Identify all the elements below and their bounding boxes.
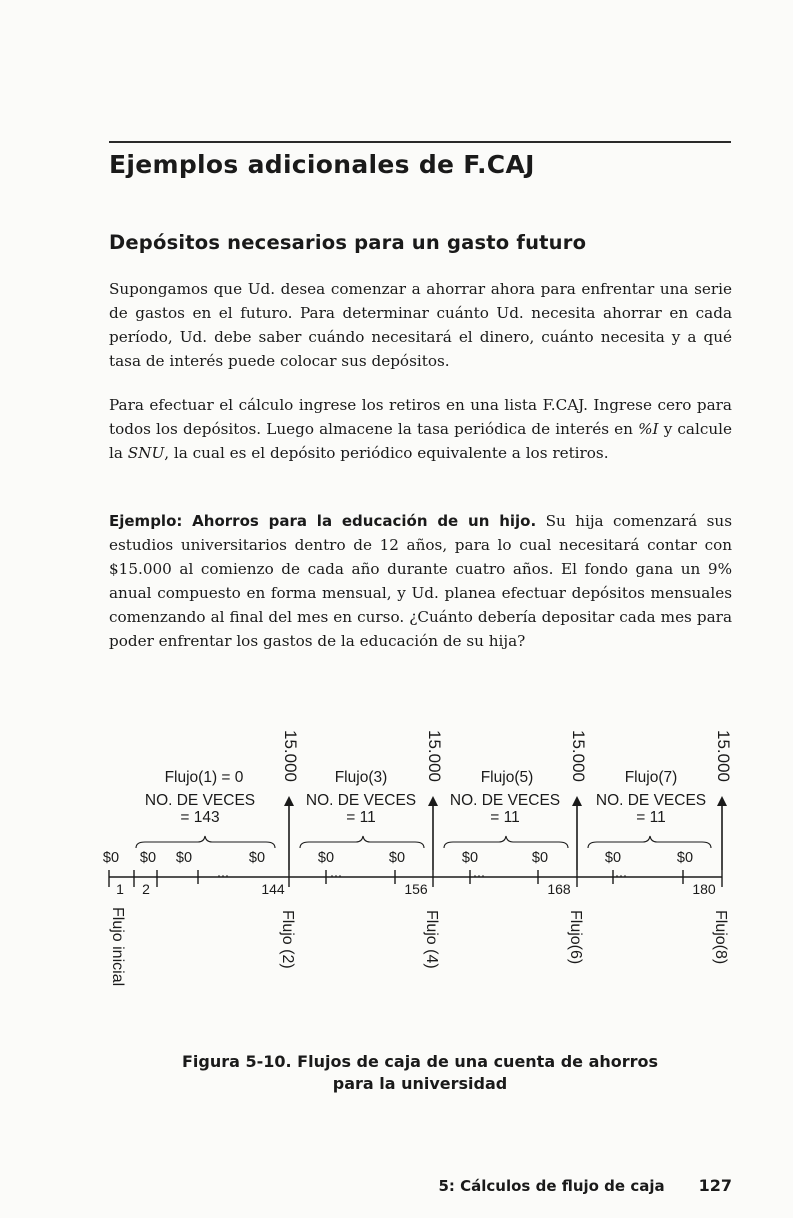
page-number: 127 [698, 1176, 732, 1195]
caption-line-2: para la universidad [332, 1074, 508, 1093]
caption-line-1: Figura 5-10. Flujos de caja de una cuenta de ahorros [181, 1052, 659, 1071]
period-label: 1 [116, 881, 124, 897]
flow-label-8: Flujo(8) [712, 910, 729, 965]
example-body: Su hija comenzará sus estudios universitarios dentro de 12 años, para lo cual necesitará contar con $15.000 al comienzo de cada año durante cuatro años. El fondo gana un 9% anual compuesto en forma mensual, y Ud. planea efectuar depósitos mensuales comenzando al final del mes en curso. ¿Cuánto debería depositar cada mes para poder enfrentar los gastos de la educación de su hija? [109, 512, 733, 650]
group-flow-2: Flujo(3) [334, 769, 388, 786]
group-count-2: = 11 [346, 809, 376, 826]
example-heading: Ejemplo: Ahorros para la educación de un hijo. [109, 512, 537, 530]
timeline-ellipsis [217, 868, 627, 882]
deposit-label: $0 [676, 850, 694, 866]
withdrawal-amount-1: 15.000 [281, 730, 300, 782]
deposit-labels [103, 850, 693, 866]
flow-label-4: Flujo (4) [423, 910, 440, 969]
deposit-label: $0 [604, 850, 622, 866]
deposit-label: $0 [175, 850, 193, 866]
group-count-4: = 11 [636, 809, 666, 826]
subsection-title: Depósitos necesarios para un gasto futuro [109, 231, 587, 254]
svg-text:···: ··· [615, 868, 627, 882]
flow-label-initial: Flujo inicial [109, 907, 126, 987]
paragraph-procedure-text-1: Para efectuar el cálculo ingrese los retiros en una lista F.CAJ. Ingrese cero para todos los depósitos. Luego almacene la tasa periódica de interés en [109, 396, 732, 438]
group-times-2: NO. DE VECES [305, 792, 417, 809]
withdrawal-amount-4: 15.000 [714, 730, 733, 782]
deposit-label: $0 [248, 850, 266, 866]
period-label: 144 [261, 881, 285, 897]
section-title: Ejemplos adicionales de F.CAJ [109, 150, 535, 179]
snu-term: SNU [127, 444, 165, 462]
deposit-label: $0 [102, 850, 120, 866]
group-count-1: = 143 [180, 809, 220, 826]
page-footer [438, 1176, 732, 1195]
period-label: 2 [142, 881, 150, 897]
svg-text:···: ··· [330, 868, 342, 882]
deposit-label: $0 [461, 850, 479, 866]
deposit-label: $0 [317, 850, 335, 866]
withdrawal-amount-2: 15.000 [425, 730, 444, 782]
group-times-1: NO. DE VECES [144, 792, 256, 809]
period-label: 156 [404, 881, 428, 897]
svg-text:···: ··· [217, 868, 229, 882]
group-flow-1: Flujo(1) = 0 [164, 769, 244, 786]
group-times-4: NO. DE VECES [595, 792, 707, 809]
flow-label-6: Flujo(6) [567, 910, 584, 965]
paragraph-intro: Supongamos que Ud. desea comenzar a ahorrar ahora para enfrentar una serie de gastos en el futuro. Para determinar cuánto Ud. necesita ahorrar en cada período, Ud. debe saber cuándo necesitará el dinero, cuánto necesita y a qué tasa de interés puede colocar sus depósitos. [109, 280, 732, 370]
period-labels [116, 881, 716, 897]
period-label: 168 [547, 881, 571, 897]
group-count-3: = 11 [490, 809, 520, 826]
group-flow-3: Flujo(5) [480, 769, 534, 786]
flow-label-2: Flujo (2) [279, 910, 296, 969]
group-flow-4: Flujo(7) [624, 769, 678, 786]
deposit-label: $0 [388, 850, 406, 866]
flow-labels [109, 907, 729, 986]
chapter-title: 5: Cálculos de flujo de caja [438, 1177, 665, 1195]
deposit-label: $0 [531, 850, 549, 866]
group-times-3: NO. DE VECES [449, 792, 561, 809]
figure-caption [109, 1051, 731, 1095]
deposit-label: $0 [139, 850, 157, 866]
withdrawal-amount-3: 15.000 [569, 730, 588, 782]
paragraph-procedure-text-2: y calcule la [109, 420, 732, 462]
group-braces [136, 836, 711, 848]
period-label: 180 [692, 881, 716, 897]
paragraph-procedure-text-3: , la cual es el depósito periódico equivalente a los retiros. [164, 444, 609, 462]
percent-i-term: %I [638, 420, 659, 438]
svg-text:···: ··· [473, 868, 485, 882]
